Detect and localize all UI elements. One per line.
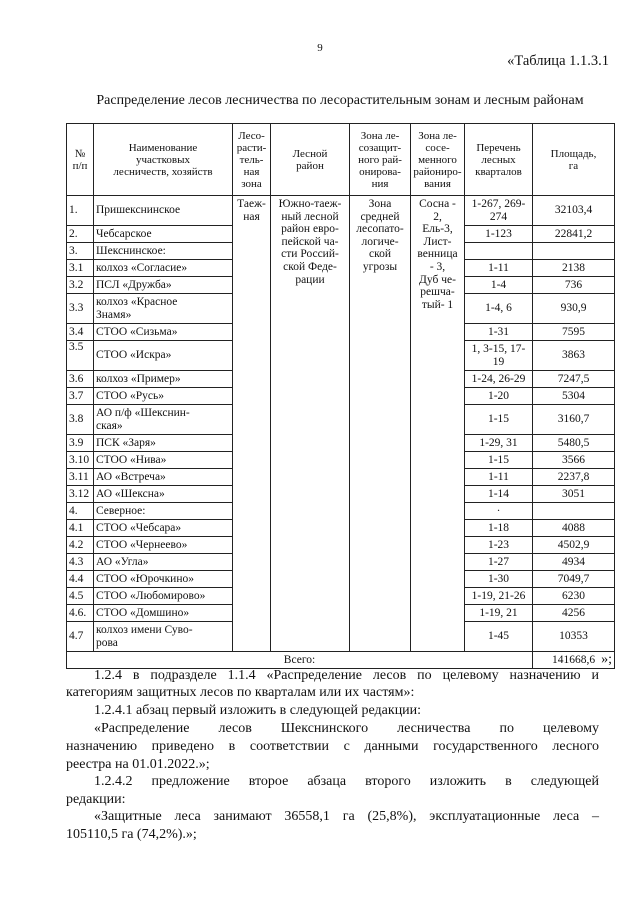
cell-name xyxy=(94,622,233,652)
cell-area: 2237,8 xyxy=(533,469,615,486)
cell-area: 7049,7 xyxy=(533,571,615,588)
cell-num: 4.1 xyxy=(67,520,94,537)
cell-quarters xyxy=(465,503,533,520)
header-num xyxy=(67,124,94,196)
text-line: Перечень xyxy=(476,141,521,154)
text-line: венница xyxy=(417,248,458,261)
text-line: СТОО «Домшино» xyxy=(96,606,190,619)
paragraph-1-2-4-2-line2: редакции: xyxy=(66,792,126,807)
text-line: 1-31 xyxy=(487,325,510,338)
cell-name xyxy=(94,226,233,243)
paragraph-1-2-4-1: 1.2.4.1 абзац первый изложить в следующей редакции: xyxy=(94,703,422,718)
cell-area: 2138 xyxy=(533,260,615,277)
text-line: 2, xyxy=(433,210,442,223)
text-line: участковых xyxy=(136,153,190,166)
cell-quarters xyxy=(465,486,533,503)
text-line: вания xyxy=(424,177,451,190)
cell-area: 4256 xyxy=(533,605,615,622)
text-line: тый- 1 xyxy=(421,298,454,311)
text-line: Площадь, xyxy=(550,147,597,160)
cell-quarters xyxy=(465,324,533,341)
text-line: СТОО «Искра» xyxy=(96,349,172,362)
text-line: 1-11 xyxy=(488,261,509,274)
cell-name xyxy=(94,435,233,452)
cell-quarters xyxy=(465,588,533,605)
cell-name xyxy=(94,605,233,622)
cell-area: 7595 xyxy=(533,324,615,341)
quote-1-line2: назначению приведено в соответствии с данными государственного лесного xyxy=(66,739,599,754)
text-line: кварталов xyxy=(475,165,522,178)
page-number: 9 xyxy=(317,42,323,54)
text-line: Лист- xyxy=(423,235,452,248)
cell-quarters xyxy=(465,405,533,435)
text-line: ная xyxy=(243,210,260,223)
text-line: онирова- xyxy=(359,165,401,178)
text-line: Таеж- xyxy=(237,198,266,210)
text-line: ской xyxy=(368,248,391,261)
cell-area: 6230 xyxy=(533,588,615,605)
text-line: Чебсарское xyxy=(96,227,152,240)
text-line: АО «Шексна» xyxy=(96,487,165,500)
cell-area: 5480,5 xyxy=(533,435,615,452)
cell-area: 3863 xyxy=(533,341,615,371)
text-line: рова xyxy=(96,636,118,649)
text-line: 1-45 xyxy=(487,630,510,643)
text-line: СТОО «Чернеево» xyxy=(96,538,188,551)
cell-area: 3051 xyxy=(533,486,615,503)
cell-name xyxy=(94,341,233,371)
cell-name xyxy=(94,243,233,260)
cell-quarters xyxy=(465,435,533,452)
cell-quarters xyxy=(465,196,533,226)
header-area xyxy=(533,124,615,196)
cell-num: 4.5 xyxy=(67,588,94,605)
cell-area: 32103,4 xyxy=(533,196,615,226)
cell-area: 7247,5 xyxy=(533,371,615,388)
text-line: Дуб че- xyxy=(419,273,456,286)
text-line: 1-14 xyxy=(487,487,510,500)
text-line: 1-4 xyxy=(490,278,507,291)
total-label: Всего: xyxy=(67,652,533,669)
text-line: 1-19, 21 xyxy=(479,606,518,619)
text-line: АО «Угла» xyxy=(96,555,149,568)
table-total-row xyxy=(67,652,615,669)
cell-name xyxy=(94,277,233,294)
table-header-row xyxy=(67,124,615,196)
cell-name xyxy=(94,503,233,520)
cell-num: 3.11 xyxy=(67,469,94,486)
header-name xyxy=(94,124,233,196)
text-line: СТОО «Любомирово» xyxy=(96,589,206,602)
text-line: расти- xyxy=(236,141,267,154)
cell-num: 4. xyxy=(67,503,94,520)
text-line: 19 xyxy=(492,355,505,368)
cell-area: 3566 xyxy=(533,452,615,469)
text-line: ской Феде- xyxy=(283,260,337,273)
text-line: 1-23 xyxy=(487,538,510,551)
header-seed-zone xyxy=(411,124,465,196)
text-line: Пришекснинское xyxy=(96,204,181,217)
text-line: колхоз «Красное xyxy=(96,295,178,308)
text-line: 1-27 xyxy=(487,555,510,568)
paragraph-1-2-4-2-line1: 1.2.4.2 предложение второе абзаца второго изложить в следующей xyxy=(94,774,599,789)
text-line: 1-267, 269- xyxy=(471,197,526,210)
cell-area: 736 xyxy=(533,277,615,294)
cell-name xyxy=(94,452,233,469)
text-line: 1-19, 21-26 xyxy=(471,589,526,602)
text-line: логиче- xyxy=(361,235,399,248)
text-line: зона xyxy=(241,177,262,190)
text-line: п/п xyxy=(72,159,88,172)
text-line: Зона ле- xyxy=(418,129,457,142)
table-row xyxy=(67,196,615,226)
text-line: колхоз «Пример» xyxy=(96,372,181,385)
cell-num: 2. xyxy=(67,226,94,243)
text-line: лесопато- xyxy=(356,223,404,236)
text-line: Шекснинское: xyxy=(96,244,166,257)
text-line: рации xyxy=(295,273,325,286)
cell-name xyxy=(94,405,233,435)
text-line: СТОО «Чебсара» xyxy=(96,521,182,534)
cell-num: 4.2 xyxy=(67,537,94,554)
text-line: сосе- xyxy=(425,141,450,154)
text-line: АО «Встреча» xyxy=(96,470,166,483)
header-zone xyxy=(233,124,271,196)
cell-forest-district xyxy=(271,196,350,652)
text-line: ПСЛ «Дружба» xyxy=(96,278,172,291)
cell-quarters xyxy=(465,371,533,388)
cell-quarters xyxy=(465,260,533,277)
text-line: СТОО «Нива» xyxy=(96,453,167,466)
cell-seed-zone xyxy=(411,196,465,652)
cell-quarters xyxy=(465,277,533,294)
text-line: 1-29, 31 xyxy=(479,436,518,449)
cell-num: 4.3 xyxy=(67,554,94,571)
text-line: № xyxy=(74,147,86,160)
cell-name xyxy=(94,260,233,277)
cell-quarters xyxy=(465,294,533,324)
cell-num: 3.4 xyxy=(67,324,94,341)
text-line: Лесной xyxy=(292,147,328,160)
cell-num: 4.7 xyxy=(67,622,94,652)
text-line: ПСК «Заря» xyxy=(96,436,156,449)
table-caption: Распределение лесов лесничества по лесорастительным зонам и лесным районам xyxy=(96,93,584,108)
text-line: сти Россий- xyxy=(281,248,339,261)
text-line: ская» xyxy=(96,419,123,432)
text-line: 1-4, 6 xyxy=(485,302,512,315)
text-line: СТОО «Юрочкино» xyxy=(96,572,194,585)
cell-name xyxy=(94,520,233,537)
cell-area: 930,9 xyxy=(533,294,615,324)
quote-2-line2: 105110,5 га (74,2%).»; xyxy=(66,827,197,842)
cell-name xyxy=(94,588,233,605)
text-line: Зона ле- xyxy=(360,129,400,142)
paragraph-1-2-4-line1: 1.2.4 в подразделе 1.1.4 «Распределение лесов по целевому назначению и xyxy=(94,668,599,683)
total-area: 141668,6 xyxy=(533,652,615,669)
text-line: Ель-3, xyxy=(422,223,453,236)
cell-num: 3.7 xyxy=(67,388,94,405)
cell-protect-zone xyxy=(350,196,411,652)
text-line: 1-24, 26-29 xyxy=(471,372,526,385)
cell-name xyxy=(94,537,233,554)
quote-2-line1: «Защитные леса занимают 36558,1 га (25,8%), эксплуатационные леса – xyxy=(94,809,599,824)
text-line: ния xyxy=(371,177,389,190)
header-protect-zone xyxy=(350,124,411,196)
cell-num: 3.6 xyxy=(67,371,94,388)
text-line: пейской ча- xyxy=(281,235,339,248)
cell-forest-zone xyxy=(233,196,271,652)
cell-quarters xyxy=(465,243,533,260)
text-line: район xyxy=(296,159,324,172)
header-quarters xyxy=(465,124,533,196)
cell-num: 4.6. xyxy=(67,605,94,622)
cell-name xyxy=(94,388,233,405)
cell-num: 3.9 xyxy=(67,435,94,452)
text-line: · xyxy=(496,504,501,517)
text-line: СТОО «Сизьма» xyxy=(96,325,178,338)
cell-num: 3.12 xyxy=(67,486,94,503)
cell-quarters xyxy=(465,388,533,405)
text-line: райониро- xyxy=(413,165,462,178)
text-line: тель- xyxy=(239,153,264,166)
cell-area: 3160,7 xyxy=(533,405,615,435)
cell-quarters xyxy=(465,605,533,622)
text-line: Знамя» xyxy=(96,308,132,321)
text-line: 1-123 xyxy=(485,227,512,240)
cell-num: 3. xyxy=(67,243,94,260)
cell-name xyxy=(94,294,233,324)
text-line: район евро- xyxy=(281,223,339,236)
text-line: 1-18 xyxy=(487,521,510,534)
text-line: Зона xyxy=(368,198,392,210)
cell-name xyxy=(94,196,233,226)
cell-num: 3.10 xyxy=(67,452,94,469)
text-line: Наименование xyxy=(128,141,198,154)
text-line: 1, 3-15, 17- xyxy=(471,342,526,355)
closing-quote: »; xyxy=(601,652,612,667)
cell-name xyxy=(94,324,233,341)
cell-area: 4502,9 xyxy=(533,537,615,554)
header-district xyxy=(271,124,350,196)
cell-area: 4934 xyxy=(533,554,615,571)
text-line: лесных xyxy=(481,153,516,166)
cell-quarters xyxy=(465,571,533,588)
cell-quarters xyxy=(465,469,533,486)
text-line: средней xyxy=(360,210,400,223)
cell-quarters xyxy=(465,452,533,469)
text-line: Лесо- xyxy=(238,129,265,142)
cell-name xyxy=(94,371,233,388)
cell-area: 4088 xyxy=(533,520,615,537)
quote-1-line3: реестра на 01.01.2022.»; xyxy=(66,757,210,772)
cell-num: 4.4 xyxy=(67,571,94,588)
text-line: лесничеств, хозяйств xyxy=(113,165,213,178)
text-line: созащит- xyxy=(358,141,402,154)
text-line: ный лесной xyxy=(281,210,339,223)
text-line: 274 xyxy=(489,210,508,223)
text-line: 1-15 xyxy=(487,413,510,426)
text-line: ного рай- xyxy=(358,153,402,166)
text-line: менного xyxy=(418,153,457,166)
cell-name xyxy=(94,571,233,588)
text-line: Сосна - xyxy=(419,198,456,210)
text-line: угрозы xyxy=(362,260,398,273)
cell-num: 3.5 xyxy=(67,341,94,371)
cell-num: 3.2 xyxy=(67,277,94,294)
cell-num: 3.1 xyxy=(67,260,94,277)
text-line: колхоз имени Суво- xyxy=(96,623,193,636)
text-line: 1-15 xyxy=(487,453,510,466)
cell-quarters xyxy=(465,554,533,571)
cell-quarters xyxy=(465,226,533,243)
cell-area: 10353 xyxy=(533,622,615,652)
text-line: 1-30 xyxy=(487,572,510,585)
cell-num: 3.3 xyxy=(67,294,94,324)
text-line: колхоз «Согласие» xyxy=(96,261,188,274)
text-line: 1-11 xyxy=(488,470,509,483)
cell-area: 5304 xyxy=(533,388,615,405)
cell-area: 22841,2 xyxy=(533,226,615,243)
text-line: Северное: xyxy=(96,504,146,517)
quote-1-line1: «Распределение лесов Шекснинского лесничества по целевому xyxy=(94,721,599,736)
text-line: га xyxy=(568,159,579,172)
text-line: - 3, xyxy=(429,260,446,273)
paragraph-1-2-4-line2: категориям защитных лесов по кварталам или их частям»: xyxy=(66,685,415,700)
cell-name xyxy=(94,486,233,503)
cell-area xyxy=(533,503,615,520)
text-line: Южно-таеж- xyxy=(278,198,342,210)
cell-quarters xyxy=(465,520,533,537)
text-line: СТОО «Русь» xyxy=(96,389,165,402)
cell-quarters xyxy=(465,622,533,652)
cell-num: 3.8 xyxy=(67,405,94,435)
table-body xyxy=(67,196,615,669)
text-line: АО п/ф «Шекснин- xyxy=(96,406,190,419)
text-line: ная xyxy=(243,165,260,178)
cell-name xyxy=(94,469,233,486)
cell-name xyxy=(94,554,233,571)
text-line: 1-20 xyxy=(487,389,510,402)
table-reference: «Таблица 1.1.3.1 xyxy=(507,53,609,69)
text-line: решча- xyxy=(420,286,455,299)
cell-area xyxy=(533,243,615,260)
cell-num: 1. xyxy=(67,196,94,226)
forest-distribution-table xyxy=(66,123,615,669)
cell-quarters xyxy=(465,537,533,554)
cell-quarters xyxy=(465,341,533,371)
